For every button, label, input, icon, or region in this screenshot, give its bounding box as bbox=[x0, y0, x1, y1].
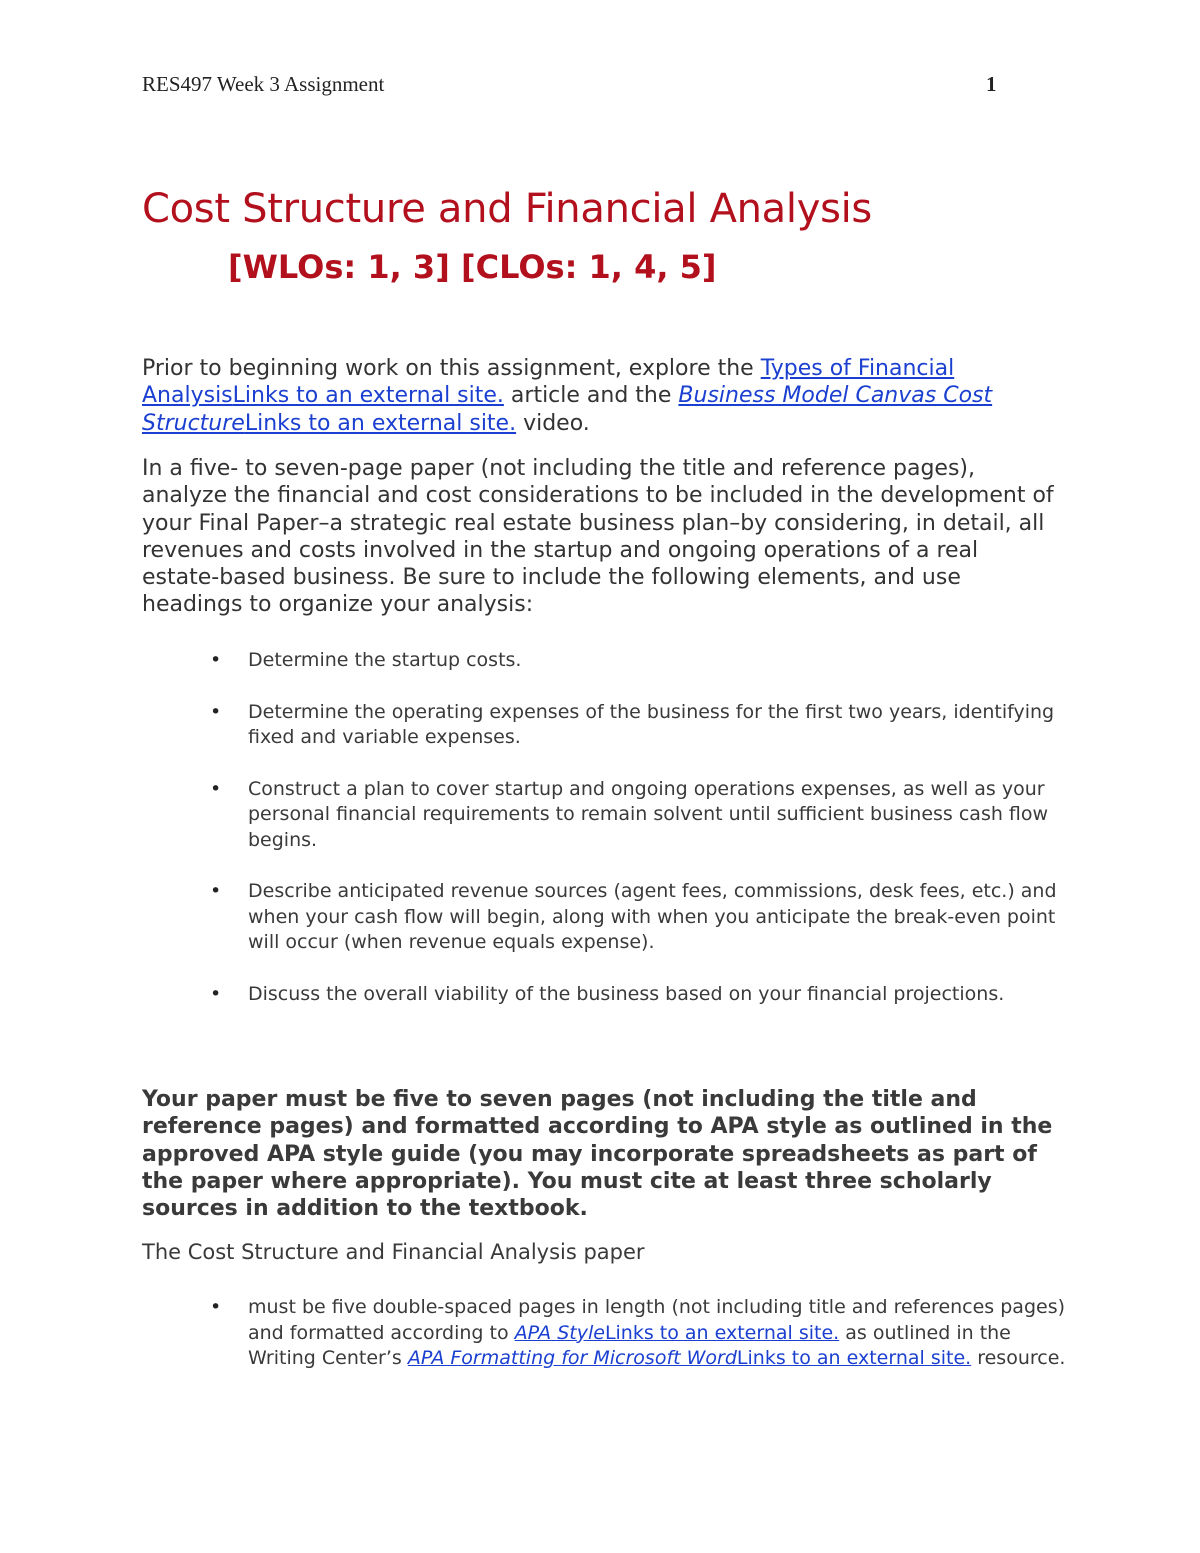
instructions-paragraph: In a five- to seven-page paper (not including the title and reference pages), analyze the financial and cost considerations to be included in the development of your Final Paper–a strategic real estate business plan–by considering, in detail, all revenues and costs involved in the startup and ongoing operations of a real estate-based business. Be sure to include the following elements, and use headings to organize your analysis: bbox=[142, 456, 1054, 618]
intro-paragraph bbox=[142, 355, 1060, 437]
running-header: RES497 Week 3 Assignment bbox=[142, 72, 385, 96]
intro-middle: article and the bbox=[503, 383, 679, 409]
apa-formatting-word-link[interactable]: APA Formatting for Microsoft WordLinks to an external site. bbox=[407, 1347, 972, 1369]
intro-prefix: Prior to beginning work on this assignment, explore the bbox=[142, 356, 761, 381]
document-title: Cost Structure and Financial Analysis bbox=[142, 186, 872, 232]
list-item: • Discuss the overall viability of the business based on your financial projections. bbox=[208, 982, 1068, 1008]
list-item: • Determine the startup costs. bbox=[208, 648, 1068, 674]
apa-style-link[interactable]: APA StyleLinks to an external site. bbox=[514, 1321, 840, 1344]
bullet-icon: • bbox=[210, 700, 222, 723]
intro-end: video. bbox=[516, 410, 590, 436]
bullet-icon: • bbox=[210, 982, 222, 1005]
types-of-financial-analysis-link[interactable]: Types of Financial AnalysisLinks to an external site. bbox=[142, 356, 955, 409]
paper-heading: The Cost Structure and Financial Analysis paper bbox=[142, 1240, 645, 1264]
document-subtitle: [WLOs: 1, 3] [CLOs: 1, 4, 5] bbox=[228, 248, 717, 286]
bullet-icon: • bbox=[210, 880, 222, 902]
paper-requirements-list bbox=[208, 1295, 1068, 1372]
bullet-icon: • bbox=[210, 777, 222, 800]
list-item: • must be five double-spaced pages in length (not including title and references pages) and formatted according to APA StyleLinks to an external site. as outlined in the Writing Center’s APA Formatting for Microsoft WordLinks to an external site. resource. bbox=[210, 1296, 1066, 1369]
list-item: • Determine the operating expenses of the business for the first two years, identifying fixed and variable expenses. bbox=[210, 700, 1055, 748]
elements-list bbox=[208, 648, 1068, 1007]
list-item: • Describe anticipated revenue sources (agent fees, commissions, desk fees, etc.) and when your cash flow will begin, along with when you anticipate the break-even point will occur (when revenue equals expense). bbox=[210, 880, 1057, 953]
page-number: 1 bbox=[986, 72, 997, 96]
list-item: • Construct a plan to cover startup and ongoing operations expenses, as well as your personal financial requirements to remain solvent until sufficient business cash flow begins. bbox=[210, 777, 1049, 851]
bullet-icon: • bbox=[210, 649, 222, 671]
business-model-canvas-link[interactable]: Business Model Canvas Cost StructureLinks to an external site. bbox=[142, 383, 993, 436]
bullet-icon: • bbox=[210, 1296, 222, 1318]
requirements-paragraph: Your paper must be five to seven pages (not including the title and reference pages) and formatted according to APA style as outlined in the approved APA style guide (you may incorporate spreadsheets as part of the paper where appropriate). You must cite at least three scholarly sources in addition to the textbook. bbox=[142, 1087, 1053, 1222]
